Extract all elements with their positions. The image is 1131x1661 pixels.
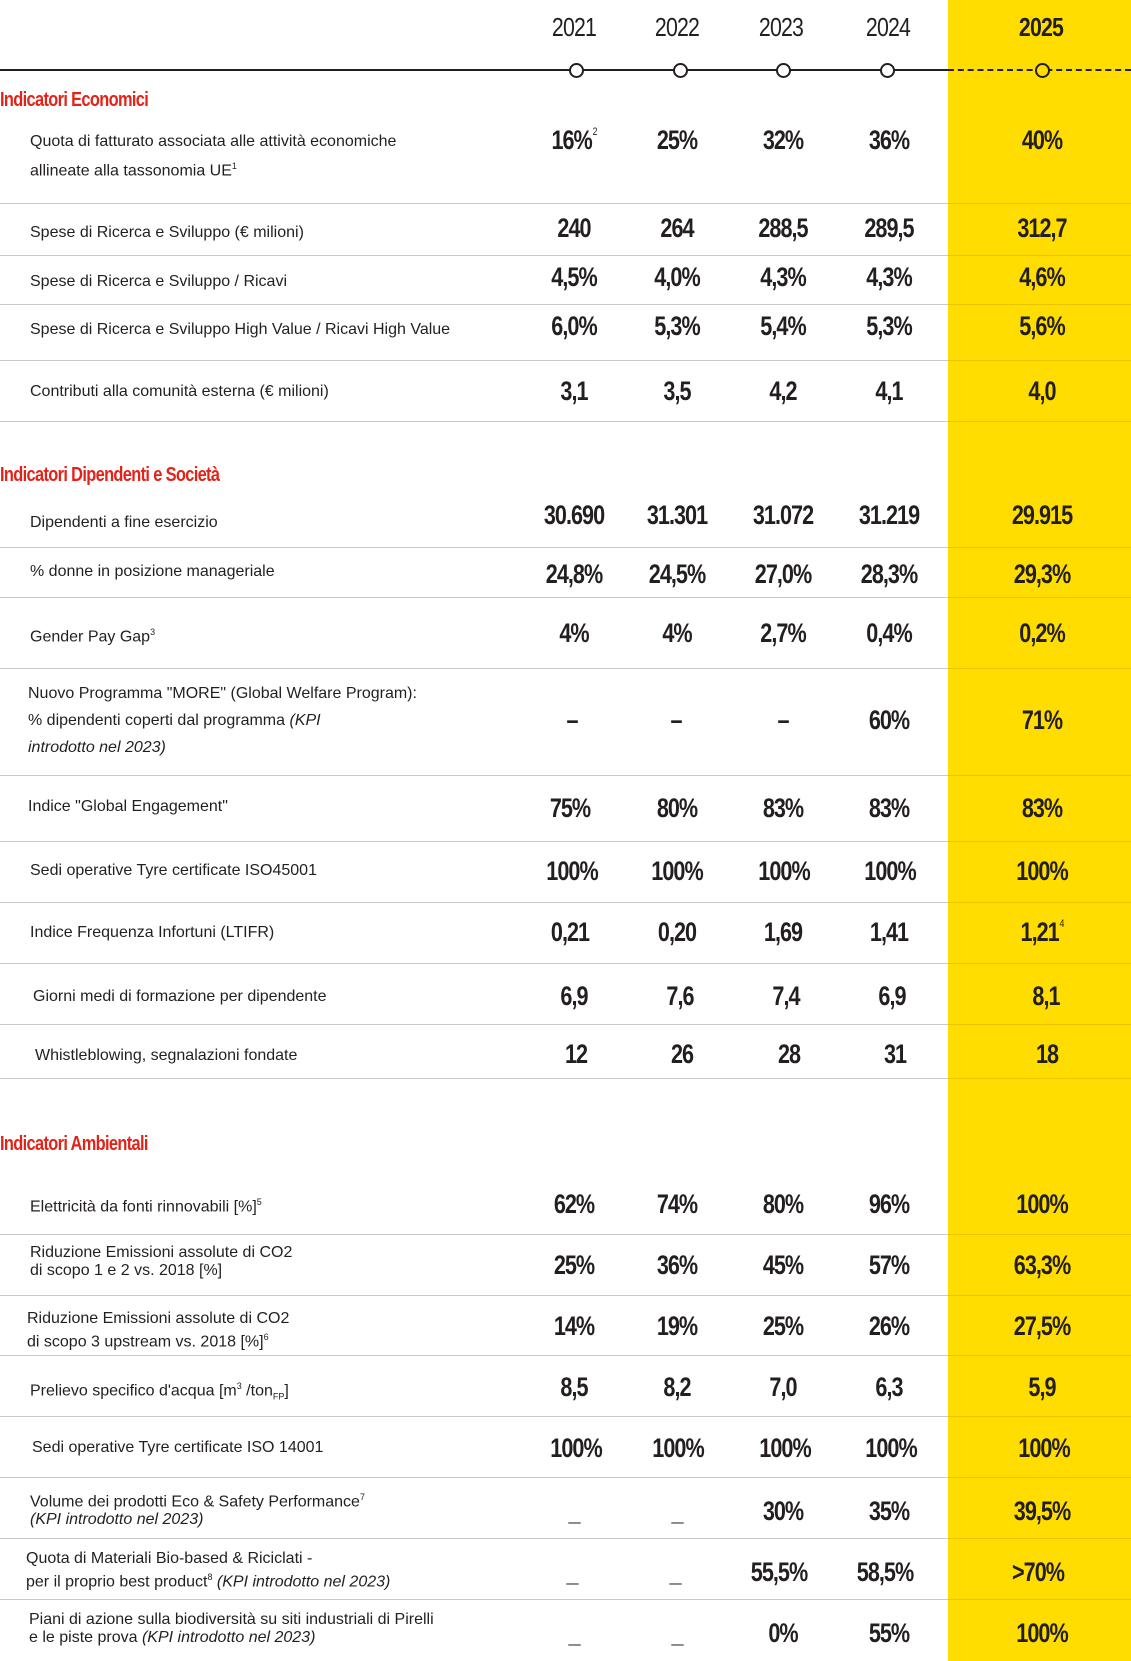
- table-row: [0, 1025, 1131, 1079]
- value-2023: 4,3%: [760, 262, 806, 292]
- row-label: Contributi alla comunità esterna (€ milioni): [30, 383, 329, 400]
- value-2024: 289,5: [864, 213, 914, 243]
- value-2023: 32%: [762, 125, 804, 155]
- value-2024: 4,3%: [866, 262, 912, 292]
- table-row: [0, 776, 1131, 842]
- value-2021: 8,5: [560, 1372, 588, 1402]
- value-2025: 100%: [1016, 1189, 1068, 1219]
- value-2021: _: [568, 1496, 580, 1526]
- table-row: [0, 361, 1131, 422]
- value-2022: 0,20: [657, 917, 697, 947]
- timeline-dot: [776, 63, 791, 78]
- table-row: [0, 1173, 1131, 1235]
- row-label: Sedi operative Tyre certificate ISO 14001: [32, 1439, 324, 1456]
- value-2022: 19%: [656, 1311, 698, 1341]
- value-2024: 57%: [868, 1250, 910, 1280]
- value-2021: 24,8%: [545, 559, 603, 589]
- table-row: [0, 1296, 1131, 1356]
- value-2023: 5,4%: [760, 311, 806, 341]
- table-row: [0, 1235, 1131, 1296]
- value-2025: 5,9: [1028, 1372, 1056, 1402]
- table-row: [0, 256, 1131, 305]
- value-2025: 29,3%: [1013, 559, 1071, 589]
- table-row: [0, 548, 1131, 598]
- value-2023: 288,5: [758, 213, 808, 243]
- year-2025: 2025: [1018, 12, 1064, 42]
- value-2024: 4,1: [875, 376, 903, 406]
- value-2021: 100%: [546, 856, 598, 886]
- value-2021: 6,9: [560, 981, 588, 1011]
- table-row: [0, 204, 1131, 256]
- row-label: Giorni medi di formazione per dipendente: [33, 988, 327, 1005]
- value-2025: 40%: [1021, 125, 1063, 155]
- value-2023: 28: [777, 1039, 801, 1069]
- table-row: [0, 1478, 1131, 1539]
- table-row: [0, 598, 1131, 669]
- timeline-dot: [880, 63, 895, 78]
- value-2021: 4%: [559, 618, 589, 648]
- row-label: Spese di Ricerca e Sviluppo High Value / Ricavi High Value: [30, 321, 451, 338]
- row-label: Whistleblowing, segnalazioni fondate: [35, 1047, 298, 1064]
- value-2025: 39,5%: [1013, 1496, 1071, 1526]
- table-row: [0, 842, 1131, 903]
- value-2024: 5,3%: [866, 311, 912, 341]
- value-2025: 100%: [1018, 1433, 1070, 1463]
- value-2023: 45%: [762, 1250, 804, 1280]
- value-2022: –: [670, 705, 682, 735]
- value-2022: 80%: [656, 793, 698, 823]
- value-2023: 100%: [759, 1433, 811, 1463]
- value-2023: 80%: [762, 1189, 804, 1219]
- year-2023: 2023: [758, 12, 804, 42]
- row-label: Prelievo specifico d'acqua [$m^3$ /ton$_{FP}$]: [30, 1381, 289, 1402]
- value-2021: 30.690: [543, 500, 605, 530]
- value-2025: 5,6%: [1019, 311, 1065, 341]
- value-2023: 7,4: [772, 981, 800, 1011]
- value-2025: 83%: [1021, 793, 1063, 823]
- value-2024: 96%: [868, 1189, 910, 1219]
- value-2022: 25%: [656, 125, 698, 155]
- year-header: [0, 12, 1131, 58]
- value-2024: 28,3%: [860, 559, 918, 589]
- row-label: Spese di Ricerca e Sviluppo (€ milioni): [30, 224, 304, 241]
- value-2024: 100%: [865, 1433, 917, 1463]
- row-label: % donne in posizione manageriale: [30, 563, 275, 580]
- value-2023: 7,0: [769, 1372, 797, 1402]
- timeline: [0, 69, 948, 71]
- value-2021: 12: [564, 1039, 588, 1069]
- table-row: [0, 1539, 1131, 1600]
- value-2022: 4%: [662, 618, 692, 648]
- value-2025: 63,3%: [1013, 1250, 1071, 1280]
- value-2024: 26%: [868, 1311, 910, 1341]
- value-2022: _: [671, 1618, 683, 1648]
- value-2025: 18: [1035, 1039, 1059, 1069]
- value-2022: 100%: [652, 1433, 704, 1463]
- value-2023: 1,69: [763, 917, 803, 947]
- row-label: Piani di azione sulla biodiversità su siti industriali di Pirelli e le piste prova (KPI introdotto nel 2023): [29, 1611, 434, 1646]
- value-2021: 3,1: [560, 376, 588, 406]
- value-2025: 312,7: [1017, 213, 1067, 243]
- timeline-dot: [569, 63, 584, 78]
- value-2021: 240: [557, 213, 591, 243]
- value-2021: 6,0%: [551, 311, 597, 341]
- value-2025: 0,2%: [1019, 618, 1065, 648]
- value-2024: 35%: [868, 1496, 910, 1526]
- value-2022: _: [669, 1557, 681, 1587]
- timeline-dot: [1035, 63, 1050, 78]
- value-2021: 62%: [553, 1189, 595, 1219]
- value-2024: 1,41: [869, 917, 909, 947]
- value-2022: 26: [670, 1039, 694, 1069]
- value-2021: 75%: [549, 793, 591, 823]
- value-2022: 24,5%: [648, 559, 706, 589]
- value-2021: 16%$^2$: [551, 125, 597, 155]
- value-2025: 27,5%: [1013, 1311, 1071, 1341]
- value-2022: 4,0%: [654, 262, 700, 292]
- value-2022: 7,6: [666, 981, 694, 1011]
- value-2023: 2,7%: [760, 618, 806, 648]
- value-2022: 5,3%: [654, 311, 700, 341]
- value-2021: _: [566, 1557, 578, 1587]
- value-2024: 0,4%: [866, 618, 912, 648]
- value-2023: 55,5%: [750, 1557, 808, 1587]
- value-2024: 83%: [868, 793, 910, 823]
- table-row: [0, 118, 1131, 204]
- value-2021: 100%: [550, 1433, 602, 1463]
- timeline-dot: [673, 63, 688, 78]
- value-2022: _: [671, 1496, 683, 1526]
- value-2022: 36%: [656, 1250, 698, 1280]
- value-2023: –: [777, 705, 789, 735]
- value-2022: 74%: [656, 1189, 698, 1219]
- value-2021: _: [568, 1618, 580, 1648]
- section-title-economic: Indicatori Economici: [0, 89, 149, 111]
- row-label: Riduzione Emissioni assolute di CO2 di scopo 3 upstream vs. 2018 [%]$^6$: [27, 1310, 290, 1351]
- value-2023: 27,0%: [754, 559, 812, 589]
- row-label: Sedi operative Tyre certificate ISO45001: [30, 862, 317, 879]
- row-label: Indice "Global Engagement": [28, 798, 228, 815]
- value-2021: 0,21: [550, 917, 590, 947]
- value-2024: 58,5%: [856, 1557, 914, 1587]
- value-2025: 4,0: [1028, 376, 1056, 406]
- row-label: Indice Frequenza Infortuni (LTIFR): [30, 924, 275, 941]
- row-label: Nuovo Programma "MORE" (Global Welfare Program): % dipendenti coperti dal programma (KPI introdotto nel 2023): [28, 685, 417, 756]
- value-2021: 14%: [553, 1311, 595, 1341]
- value-2023: 25%: [762, 1311, 804, 1341]
- value-2021: –: [566, 705, 578, 735]
- table-row: [0, 495, 1131, 548]
- value-2024: 36%: [868, 125, 910, 155]
- value-2022: 31.301: [646, 500, 708, 530]
- year-2022: 2022: [654, 12, 700, 42]
- value-2024: 100%: [864, 856, 916, 886]
- table-row: [0, 305, 1131, 361]
- value-2022: 264: [660, 213, 694, 243]
- row-label: Gender Pay Gap$^3$: [30, 627, 156, 646]
- value-2024: 55%: [868, 1618, 910, 1648]
- value-2024: 60%: [868, 705, 910, 735]
- row-label: Quota di fatturato associata alle attività economiche allineate alla tassonomia $UE^1$: [30, 133, 397, 180]
- section-title-environment: Indicatori Ambientali: [0, 1133, 148, 1155]
- row-label: Riduzione Emissioni assolute di CO2 di scopo 1 e 2 vs. 2018 [%]: [30, 1244, 293, 1279]
- value-2025: 100%: [1016, 1618, 1068, 1648]
- value-2025: >70%: [1011, 1557, 1064, 1587]
- table-row: [0, 1600, 1131, 1661]
- value-2025: 4,6%: [1019, 262, 1065, 292]
- value-2025: 29.915: [1011, 500, 1073, 530]
- year-2021: 2021: [551, 12, 597, 42]
- value-2025: 8,1: [1032, 981, 1060, 1011]
- value-2023: 0%: [768, 1618, 798, 1648]
- value-2022: 100%: [651, 856, 703, 886]
- year-2024: 2024: [865, 12, 911, 42]
- row-label: Dipendenti a fine esercizio: [30, 514, 218, 531]
- value-2021: 25%: [553, 1250, 595, 1280]
- value-2021: 4,5%: [551, 262, 597, 292]
- row-label: Elettricità da fonti rinnovabili [%]$^5$: [30, 1197, 262, 1216]
- value-2023: 30%: [762, 1496, 804, 1526]
- value-2024: 31: [883, 1039, 907, 1069]
- row-label: Spese di Ricerca e Sviluppo / Ricavi: [30, 273, 288, 290]
- value-2023: 31.072: [752, 500, 814, 530]
- table-row: [0, 669, 1131, 776]
- value-2024: 6,9: [878, 981, 906, 1011]
- row-label: Quota di Materiali Bio-based & Riciclati - per il proprio best product$^8$ (KPI introdotto nel 2023): [26, 1550, 391, 1591]
- value-2025: 1,21$^4$: [1020, 917, 1064, 947]
- value-2025: 100%: [1016, 856, 1068, 886]
- row-label: Volume dei prodotti Eco & Safety Performance$^7$ (KPI introdotto nel 2023): [30, 1492, 365, 1529]
- value-2023: 83%: [762, 793, 804, 823]
- table-row: [0, 964, 1131, 1025]
- table-row: [0, 903, 1131, 964]
- value-2023: 4,2: [769, 376, 797, 406]
- value-2023: 100%: [758, 856, 810, 886]
- value-2025: 71%: [1021, 705, 1063, 735]
- value-2022: 8,2: [663, 1372, 691, 1402]
- table-row: [0, 1356, 1131, 1417]
- section-title-people: Indicatori Dipendenti e Società: [0, 464, 220, 486]
- table-row: [0, 1417, 1131, 1478]
- value-2022: 3,5: [663, 376, 691, 406]
- value-2024: 31.219: [858, 500, 920, 530]
- value-2024: 6,3: [875, 1372, 903, 1402]
